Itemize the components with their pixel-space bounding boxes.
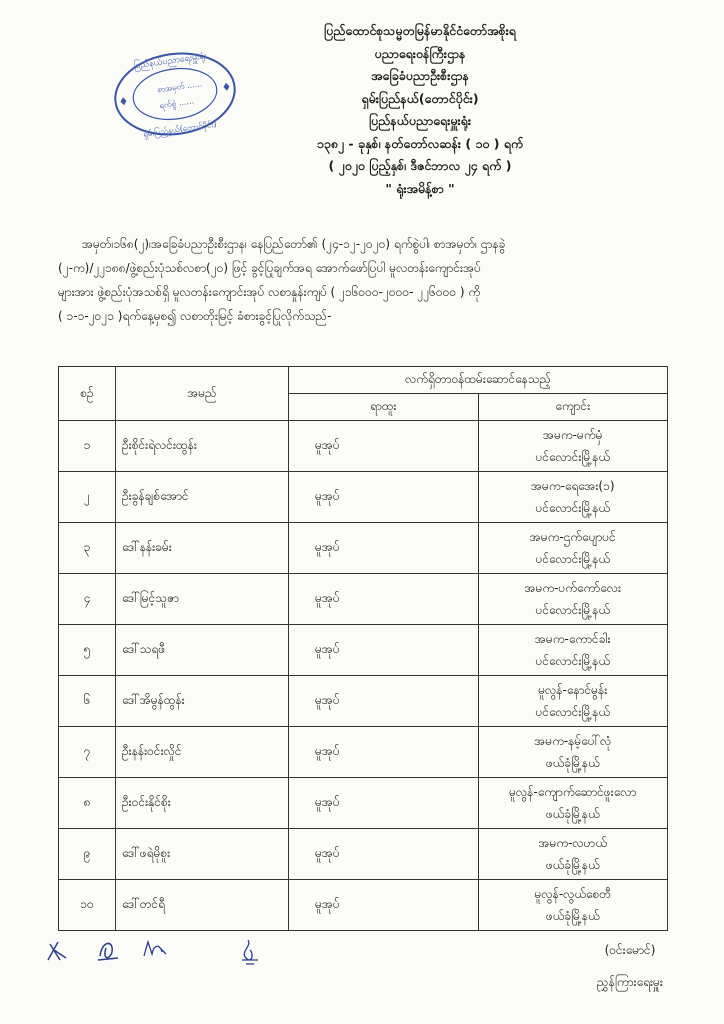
row-name-text: ဒေါ်ဖရဲမိုစူး [122, 846, 171, 860]
row-name [116, 574, 289, 625]
header-gregorian-date: ( ၂၀၂၀ ပြည့်နှစ်၊ ဒီဇင်ဘာလ ၂၄ ရက် ) [328, 158, 512, 173]
body-line-4: ( ၁-၁-၂၀၂၁ )ရက်နေ့မှစ၍ လစာတိုးမြင့် ခံစားခွင့်ပြုလိုက်သည်- [58, 309, 332, 323]
row-school-name: မူလွန်-လွယ်စေတီ [534, 887, 611, 901]
header-name: အမည် [116, 367, 289, 421]
row-no: ၂ [59, 472, 116, 523]
row-school-name: မူလွန်-နောင်မွန်း [538, 683, 608, 697]
row-no: ၅ [59, 625, 116, 676]
row-township: ဖယ်ခုံမြို့နယ် [545, 807, 600, 821]
row-no: ၄ [59, 574, 116, 625]
table-header-row [59, 367, 668, 394]
row-township: ပင်လောင်းမြို့နယ် [535, 603, 610, 617]
handwritten-initials-icon [40, 930, 300, 970]
table-row [59, 676, 668, 727]
row-name [116, 880, 289, 931]
initials-signatures [40, 930, 300, 970]
row-school [478, 472, 668, 523]
row-school [478, 625, 668, 676]
header-myanmar-date: ၁၃၈၂ - ခုနှစ်၊ နတ်တော်လဆန်း ( ၁၀ ) ရက် [316, 135, 524, 151]
header-rank: ရာထူး [289, 394, 479, 421]
row-school-name: အမက-ရေအေး(၁) [530, 479, 615, 493]
row-name-text: ဦးစိုင်းရဲလင်းထွန်း [122, 438, 197, 452]
row-rank [289, 727, 479, 778]
row-no: ၉ [59, 829, 116, 880]
row-rank-text: မူအုပ် [315, 438, 340, 452]
row-name-text: ဦးနန်းဝင်းလှိုင် [122, 744, 182, 758]
svg-text:စာအမှတ် ......: စာအမှတ် ...... [156, 79, 203, 95]
row-rank [289, 829, 479, 880]
row-no: ၆ [59, 676, 116, 727]
row-name-text: ဒေါ်နန်းခမ်း [122, 540, 172, 554]
row-township: ပင်လောင်းမြို့နယ် [535, 450, 610, 464]
row-name-text: ဦးခွန်ချစ်အောင် [122, 489, 189, 503]
signatory-title: ညွှန်ကြားရေးမှူး [597, 975, 663, 989]
row-township: ဖယ်ခုံမြို့နယ် [545, 858, 600, 872]
row-township: ပင်လောင်းမြို့နယ် [535, 654, 610, 668]
body-line-1: အမှတ်၊၁၆၈(၂)၊အခြေခံပညာဦးစီးဌာန၊ နေပြည်တော်၏ (၂၄-၁၂-၂၀၂၀) ရက်စွဲပါ၊ စာအမှတ်၊ ဌာနခွဲ [82, 237, 506, 251]
table-row [59, 778, 668, 829]
row-school-name: အမက-ပက်ကော်လေး [524, 581, 622, 595]
row-rank [289, 472, 479, 523]
row-township: ပင်လောင်းမြို့နယ် [535, 705, 610, 719]
row-no: ၃ [59, 523, 116, 574]
row-school-name: အမက-မက်မှံ [543, 428, 603, 442]
row-school [478, 829, 668, 880]
body-line-3: များအား ဖွဲ့စည်းပုံအသစ်ရှိ မူလတန်းကျောင်းအုပ် လစာနှုန်းကျပ် ( ၂၁၆၀၀၀-၂၀၀၀- ၂၂၆၀၀၀ ) ကို [58, 285, 481, 299]
table-row [59, 625, 668, 676]
svg-text:ရှမ်းပြည်နယ်(တောင်ပိုင်း): ရှမ်းပြည်နယ်(တောင်ပိုင်း) [142, 119, 218, 139]
row-school [478, 778, 668, 829]
row-rank [289, 625, 479, 676]
row-township: ဖယ်ခုံမြို့နယ် [545, 909, 600, 923]
row-no: ၁ [59, 421, 116, 472]
table-row [59, 523, 668, 574]
row-name [116, 829, 289, 880]
row-township: ဖယ်ခုံမြို့နယ် [545, 756, 600, 770]
table-row [59, 472, 668, 523]
row-school-name: အမက-နမ့်ပေါ်လုံ [534, 734, 612, 748]
row-school-name: အမက-ကောင်ခါး [534, 632, 611, 646]
row-rank-text: မူအုပ် [315, 897, 340, 911]
row-no: ၈ [59, 778, 116, 829]
row-school [478, 574, 668, 625]
row-school [478, 880, 668, 931]
table-row [59, 880, 668, 931]
row-school [478, 421, 668, 472]
row-school-name: မူလွန်-ကျောက်ဆောင်ဖူးလော [509, 785, 637, 799]
row-rank-text: မူအုပ် [315, 489, 340, 503]
header-department: အခြေခံပညာဦးစီးဌာန [371, 68, 469, 83]
row-township: ပင်လောင်းမြို့နယ် [535, 552, 610, 566]
row-rank-text: မူအုပ် [315, 591, 340, 605]
row-rank [289, 778, 479, 829]
body-line-2: (၂-က)/၂၂၁၈၈/ဖွဲ့စည်းပုံသစ်လစာ(၂၀) ဖြင့် ခွင့်ပြုချက်အရ အောက်ဖော်ပြပါ မူလတန်းကျောင်းအုပ် [58, 261, 481, 275]
row-rank-text: မူအုပ် [315, 846, 340, 860]
row-no: ၇ [59, 727, 116, 778]
row-school [478, 676, 668, 727]
row-no: ၁၀ [59, 880, 116, 931]
row-rank [289, 574, 479, 625]
row-rank [289, 523, 479, 574]
svg-text:ရက်စွဲ ......: ရက်စွဲ ...... [158, 96, 195, 111]
row-rank-text: မူအုပ် [315, 642, 340, 656]
row-rank [289, 421, 479, 472]
row-school [478, 727, 668, 778]
header-current-duty: လက်ရှိတာဝန်ထမ်းဆောင်နေသည့် [289, 367, 668, 394]
row-name-text: ဒေါ်တင်ရီ [122, 897, 165, 911]
row-rank [289, 880, 479, 931]
row-rank-text: မူအုပ် [315, 795, 340, 809]
row-name [116, 472, 289, 523]
row-name [116, 625, 289, 676]
row-rank-text: မူအုပ် [315, 693, 340, 707]
header-school: ကျောင်း [478, 394, 668, 421]
row-township: ပင်လောင်းမြို့နယ် [535, 501, 610, 515]
table-body [59, 421, 668, 931]
row-name-text: ဦးဝင်းနိုင်စိုး [122, 795, 171, 809]
row-school [478, 523, 668, 574]
row-school-name: အမက-လဟယ် [538, 836, 608, 850]
header-order-title: " ရုံးအမိန့်စာ " [385, 180, 455, 196]
row-school-name: အမက-ဌက်ပျောပင် [529, 530, 616, 544]
table-row [59, 421, 668, 472]
header-no: စဉ် [59, 367, 116, 421]
staff-table [58, 366, 668, 931]
row-name [116, 421, 289, 472]
signature-block [560, 934, 700, 998]
table-row [59, 829, 668, 880]
order-body [58, 232, 670, 328]
table-row [59, 574, 668, 625]
row-rank-text: မူအုပ် [315, 540, 340, 554]
row-name [116, 778, 289, 829]
row-rank [289, 676, 479, 727]
header-office: ပြည်နယ်ပညာရေးမှူးရုံး [368, 113, 472, 128]
header-government: ပြည်ထောင်စုသမ္မတမြန်မာနိုင်ငံတော်အစိုးရ [324, 23, 516, 38]
row-name-text: ဒေါ်မြင့်သူဇာ [122, 591, 179, 605]
svg-text:ပြည်နယ်ပညာရေးမှူးရုံး: ပြည်နယ်ပညာရေးမှူးရုံး [133, 51, 208, 72]
row-name [116, 676, 289, 727]
letterhead [160, 20, 680, 200]
table-row [59, 727, 668, 778]
signatory-name: (ဝင်းမောင်) [604, 943, 656, 957]
header-ministry: ပညာရေးဝန်ကြီးဌာန [374, 45, 466, 61]
row-name-text: ဒေါ်အိမွန်ထွန်း [122, 693, 185, 707]
row-name-text: ဒေါ်သရဖီ [122, 642, 166, 656]
row-name [116, 727, 289, 778]
header-region: ရှမ်းပြည်နယ်(တောင်ပိုင်း) [361, 90, 479, 106]
row-name [116, 523, 289, 574]
row-rank-text: မူအုပ် [315, 744, 340, 758]
